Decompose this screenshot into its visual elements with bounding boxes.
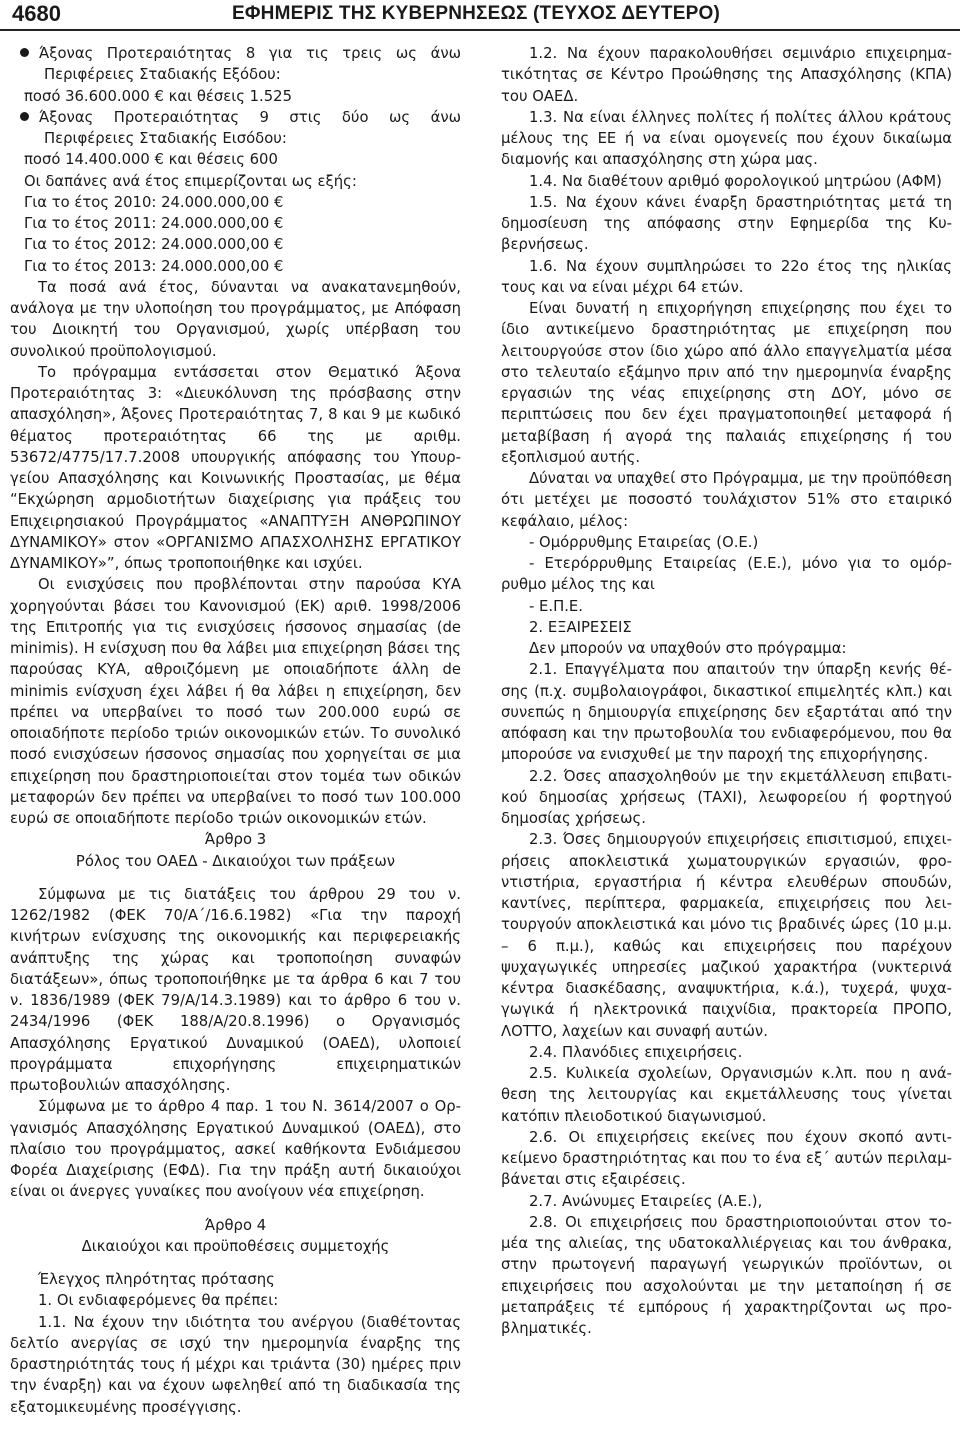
left-column [10,43,461,1418]
right-column [501,43,952,1339]
requirement-1-2: 1.2. Να έχουν παρακολουθήσει σεμινάριο επιχειρηματικότητας σε Κέντρο Προώθησης της Απασχόλησης (ΚΠΑ) του ΟΑΕΔ. [501,45,952,105]
exception-2-5: 2.5. Κυλικεία σχολείων, Οργανισμών κ.λπ. που η ανάθεση της λειτουργίας και εκμετάλλευσης τους γίνεται κατόπιν πλειοδοτικού διαγωνισμού. [501,1065,952,1125]
redistribution-paragraph: Τα ποσά ανά έτος, δύνανται να ανακατανεμηθούν, ανάλογα με την υλοποίηση του προγράμματος, με Απόφαση του Διοικητή του Οργανισμού, χωρίς υπέρβαση του συνολικού προϋπολογισμού. [10,278,461,360]
exceptions-intro: Δεν μπορούν να υπαχθούν στο πρόγραμμα: [529,640,847,657]
exception-2-8: 2.8. Οι επιχειρήσεις που δραστηριοποιούνται στον τομέα της αλιείας, της υδατοκαλλιέργειας και του άνθρακα, στην πρωτογενή παραγωγή γεωργικών προϊόντων, οι επιχειρήσεις που ασχολούνται με την μεταποίηση ή σε μεταπράξεις τέ εμπόρους ή χαρακτηρίζονται ως προβληματικές. [501,1213,952,1337]
article-3-heading: Άρθρο 3 [204,831,267,849]
exception-2-4: 2.4. Πλανόδιες επιχειρήσεις. [529,1043,743,1061]
deminimis-paragraph: Οι ενισχύσεις που προβλέπονται στην παρούσα ΚΥΑ χορηγούνται βάσει του Κανονισμού (ΕΚ) αριθ. 1998/2006 της Επιτροπής για τις ενισχύσεις ήσσονος σημασίας (de minimis). Η ενίσχυση που θα λάβει μια επιχείρηση βάσει της παρούσας ΚΥΑ, αθροιζόμενη με οποιαδήποτε άλλη de minimis ενίσχυση έχει λάβει ή θα λάβει η επιχείρηση, δεν πρέπει να υπερβαίνει το ποσό των 200.000 ευρώ σε οποιαδήποτε περίοδο τριών οικονομικών ετών. Το συνολικό ποσό ενισχύσεων ήσσονος σημασίας που χορηγείται σε μια επιχείρηση που δραστηριοποιείται στον τομέα των οδικών μεταφορών δεν πρέπει να υπερβαίνει το ποσό των 100.000 ευρώ σε οποιαδήποτε περίοδο τριών οικονομικών ετών. [10,576,461,827]
header-rule [0,29,960,31]
eligibility-check: Έλεγχος πληρότητας πρότασης [38,1271,275,1288]
exceptions-heading: 2. ΕΞΑΙΡΕΣΕΙΣ [529,618,632,636]
partner-paragraph: Δύναται να υπαχθεί στο Πρόγραμμα, με την προϋπόθεση ότι μετέχει με ποσοστό τουλάχιστον 51% στο εταιρικό κεφάλαιο, μέλος: [501,470,952,530]
requirement-1-1: 1.1. Να έχουν την ιδιότητα του ανέργου (διαθέτοντας δελτίο ανεργίας σε ισχύ την ημερομηνία έναρξης της δραστηριότητάς τους ή μέχρι και τριάντα (30) ημέρες πριν την έναρξη) και να έχουν ωφεληθεί από τη διαδικασία της εξατομικευμένης προσέγγισης. [10,1313,461,1416]
requirement-1-3: 1.3. Να είναι έλληνες πολίτες ή πολίτες άλλου κράτους μέλους της ΕΕ ή να είναι ομογενείς που έχουν δικαίωμα διαμονής και απασχόλησης στη χώρα μας. [501,108,952,169]
article-3-paragraph-1: Σύμφωνα με τις διατάξεις του άρθρου 29 του ν. 1262/1982 (ΦΕΚ 70/Α΄/16.6.1982) «Για την παροχή κινήτρων ενίσχυσης της οικονομικής και περιφερειακής ανάπτυξης της χώρας και τροποποίηση συναφών διατάξεων», όπως τροποποιήθηκε με τα άρθρα 6 και 7 του ν. 1836/1989 (ΦΕΚ 79/Α/14.3.1989) και το άρθρο 6 του ν. 2434/1996 (ΦΕΚ 188/Α/20.8.1996) ο Οργανισμός Απασχόλησης Εργατικού Δυναμικού (ΟΑΕΔ), υλοποιεί προγράμματα επιχορήγησης επιχειρηματικών πρωτοβουλιών απασχόλησης. [10,885,461,1094]
page-number: 4680 [12,1,61,26]
requirement-1-4: 1.4. Να διαθέτουν αριθμό φορολογικού μητρώου (ΑΦΜ) [529,172,942,190]
requirements-intro: 1. Οι ενδιαφερόμενες θα πρέπει: [38,1292,279,1310]
bullet-icon [20,48,29,57]
article-3-paragraph-2: Σύμφωνα με το άρθρο 4 παρ. 1 του Ν. 3614/2007 ο Οργανισμός Απασχόλησης Εργατικού Δυναμικού (ΟΑΕΔ), στο πλαίσιο του προγράμματος, ασκεί καθήκοντα Ενδιάμεσου Φορέα Διαχείρισης (ΕΦΔ). Για την πράξη αυτή δικαιούχοι είναι οι άνεργες γυναίκες που ανοίγουν νέα επιχείρηση. [10,1098,461,1201]
article-4-title: Δικαιούχοι και προϋποθέσεις συμμετοχής [81,1237,390,1255]
year-2012: Για το έτος 2012: 24.000.000,00 € [24,236,284,254]
annual-intro: Οι δαπάνες ανά έτος επιμερίζονται ως εξής: [24,172,357,190]
bullet-icon [20,112,29,121]
exception-2-1: 2.1. Επαγγέλματα που απαιτούν την ύπαρξη κενής θέσης (π.χ. συμβολαιογράφοι, δικαστικοί επιμελητές κλπ.) και συνεπώς η δημιουργία επιχείρησης δεν εξαρτάται από την απόφαση και την πρωτοβουλία του ενδιαφερόμενου, που θα μπορούσε να ενισχυθεί με την παροχή της επιχορήγησης. [501,661,952,764]
requirement-1-5: 1.5. Να έχουν κάνει έναρξη δραστηριότητας μετά τη δημοσίευση της απόφασης στην Εφημερίδα της Κυβερνήσεως. [501,193,952,254]
transfer-paragraph: Είναι δυνατή η επιχορήγηση επιχείρησης που έχει το ίδιο αντικείμενο δραστηριότητας με επιχείρηση που λειτουργούσε στον ίδιο χώρο από άλλο επαγγελματία μέσα στο τελευταίο εξάμηνο πριν από την ημερομηνία έναρξης εργασιών της νέας επιχείρησης στη ΔΟΥ, μόνο σε περιπτώσεις που δεν έχει πραγματοποιηθεί μεταφορά ή μεταβίβαση ή αγορά της παλαιάς επιχείρησης ή του εξοπλισμού αυτής. [501,300,952,466]
bullet-axis-8: Άξονας Προτεραιότητας 8 για τις τρεις ως άνω Περιφέρειες Σταδιακής Εξόδου: [10,43,461,86]
article-3-title: Ρόλος του ΟΑΕΔ - Δικαιούχοι των πράξεων [75,852,396,870]
bullet-axis-9: Άξονας Προτεραιότητας 9 στις δύο ως άνω Περιφέρειες Σταδιακής Εισόδου: [10,107,461,150]
exception-2-7: 2.7. Ανώνυμες Εταιρείες (Α.Ε.), [529,1192,763,1210]
partner-oe: - Ομόρρυθμης Εταιρείας (Ο.Ε.) [529,533,759,551]
exception-2-6: 2.6. Οι επιχειρήσεις εκείνες που έχουν σκοπό αντικείμενο δραστηριότητας και που το ένα εξ΄ αυτών περιλαμβάνεται στις εξαιρέσεις. [501,1128,952,1189]
article-4-heading: Άρθρο 4 [204,1216,267,1234]
partner-epe: - Ε.Π.Ε. [529,597,583,615]
axis-9-amount: ποσό 14.400.000 € και θέσεις 600 [24,151,278,169]
exception-2-2: 2.2. Όσες απασχοληθούν με την εκμετάλλευση επιβατικού δημοσίας χρήσεως (ΤΑΧΙ), λεωφορείου ή φορτηγού δημοσίας χρήσεως. [501,767,952,827]
partner-ee: - Ετερόρρυθμης Εταιρείας (Ε.Ε.), μόνο για το ομόρρυθμο μέλος της και [501,555,952,594]
year-2011: Για το έτος 2011: 24.000.000,00 € [24,215,284,232]
requirement-1-6: 1.6. Να έχουν συμπληρώσει το 22ο έτος της ηλικίας τους και να είναι μέχρι 64 ετών. [501,257,952,296]
programme-paragraph: Το πρόγραμμα εντάσσεται στον Θεματικό Άξονα Προτεραιότητας 3: «Διευκόλυνση της πρόσβασης στην απασχόληση», Άξονες Προτεραιότητας 7, 8 και 9 με κωδικό θέματος προτεραιότητας 66 της με αριθμ. 53672/4775/17.7.2008 υπουργικής απόφασης του Υπουργείου Απασχόλησης και Κοινωνικής Προστασίας, με θέμα “Εκχώρηση αρμοδιοτήτων διαχείρισης για πράξεις του Επιχειρησιακού Προγράμματος «ΑΝΑΠΤΥΞΗ ΑΝΘΡΩΠΙΝΟΥ ΔΥΝΑΜΙΚΟΥ» στον «ΟΡΓΑΝΙΣΜΟ ΑΠΑΣΧΟΛΗΣΗΣ ΕΡΓΑΤΙΚΟΥ ΔΥΝΑΜΙΚΟΥ»”, όπως τροποποιήθηκε και ισχύει. [10,363,461,572]
exception-2-3: 2.3. Όσες δημιουργούν επιχειρήσεις επισιτισμού, επιχειρήσεις αποκλειστικά χωματουργικών εργασιών, φροντιστήρια, εργαστήρια ή κέντρα ελευθέρων σπουδών, καντίνες, περίπτερα, φαρμακεία, επιχειρήσεις που λειτουργούν αποκλειστικά και μόνο τις βραδινές ώρες (10 μ.μ. – 6 π.μ.), καθώς και επιχειρήσεις που παρέχουν ψυχαγωγικές υπηρεσίες μαζικού χαρακτήρα (νυκτερινά κέντρα διασκέδασης, αναψυκτήρια, κ.ά.), τυχερά, ψυχαγωγικά ή ηλεκτρονικά παιχνίδια, πρακτορεία ΠΡΟΠΟ, ΛΟΤΤΟ, λαχείων και συναφή αυτών. [501,831,952,1040]
year-2010: Για το έτος 2010: 24.000.000,00 € [24,193,284,211]
page-header [0,0,960,30]
journal-title: ΕΦΗΜΕΡΙΣ ΤΗΣ ΚΥΒΕΡΝΗΣΕΩΣ (ΤΕΥΧΟΣ ΔΕΥΤΕΡΟ) [232,3,720,24]
year-2013: Για το έτος 2013: 24.000.000,00 € [24,257,284,275]
axis-8-amount: ποσό 36.600.000 € και θέσεις 1.525 [24,87,293,105]
